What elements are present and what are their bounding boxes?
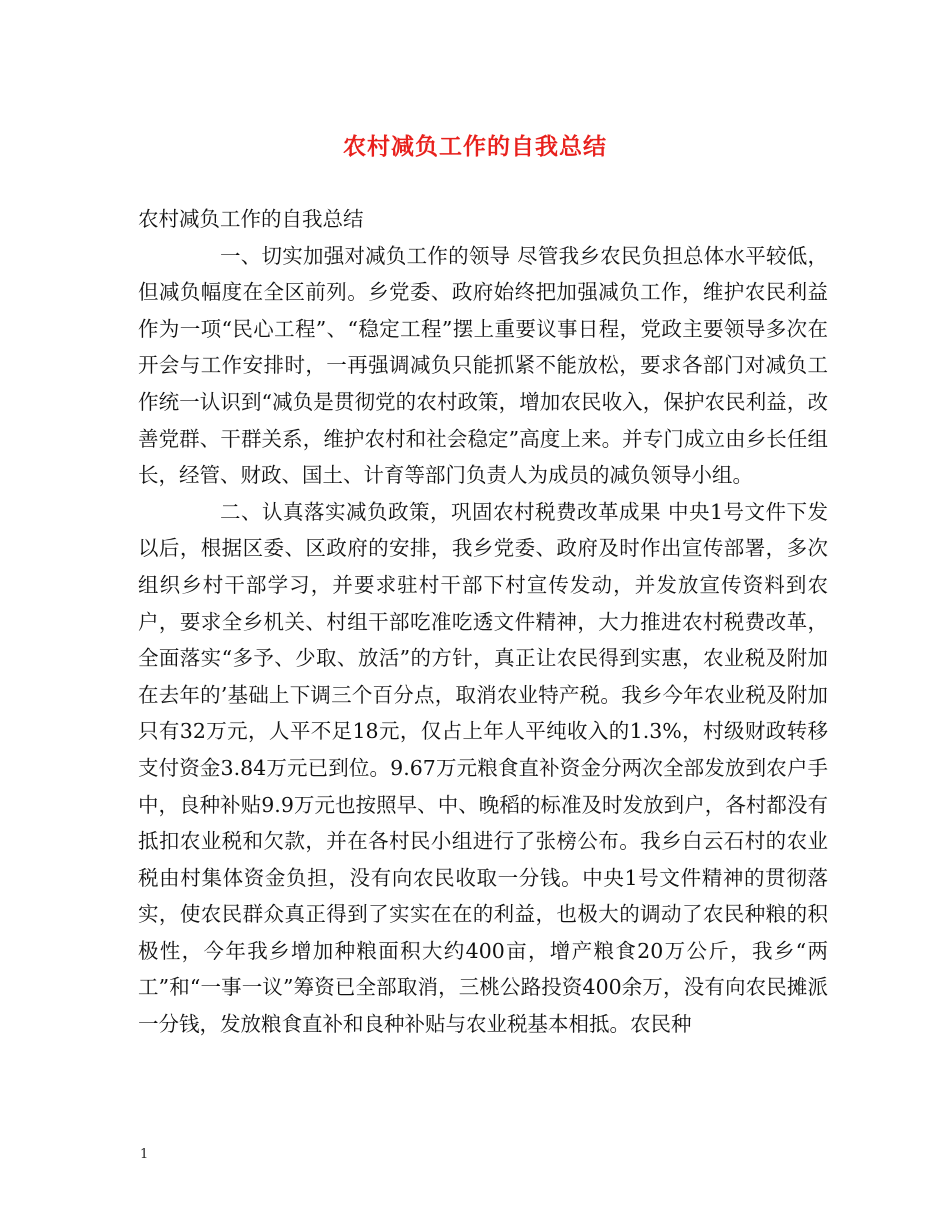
- document-title: 农村减负工作的自我总结: [343, 134, 607, 160]
- document-subtitle: 农村减负工作的自我总结: [138, 207, 364, 231]
- page-number: 1: [140, 1147, 149, 1162]
- paragraph-policy: 二、认真落实减负政策，巩固农村税费改革成果 中央1号文件下发以后，根据区委、区政府的安排，我乡党委、政府及时作出宣传部署，多次组织乡村干部学习，并要求驻村干部下村宣传发动，并发放宣传资料到农户，要求全乡机关、村组干部吃准吃透文件精神，大力推进农村税费改革，全面落实“多予、少取、放活”的方针，真正让农民得到实惠，农业税及附加在去年的’基础上下调三个百分点，取消农业特产税。我乡今年农业税及附加只有32万元，人平不足18元，仅占上年人平纯收入的1.3%，村级财政转移支付资金3.84万元已到位。9.67万元粮食直补资金分两次全部发放到农户手中，良种补贴9.9万元也按照早、中、晚稻的标准及时发放到户，各村都没有抵扣农业税和欠款，并在各村民小组进行了张榜公布。我乡白云石村的农业税由村集体资金负担，没有向农民收取一分钱。中央1号文件精神的贯彻落实，使农民群众真正得到了实实在在的利益，也极大的调动了农民种粮的积极性，今年我乡增加种粮面积大约400亩，增产粮食20万公斤，我乡“两工”和“一事一议”筹资已全部取消，三桃公路投资400余万，没有向农民摊派一分钱，发放粮食直补和良种补贴与农业税基本相抵。农民种: [138, 499, 828, 1037]
- paragraph-leadership: 一、切实加强对减负工作的领导 尽管我乡农民负担总体水平较低，但减负幅度在全区前列。乡党委、政府始终把加强减负工作，维护农民利益作为一项“民心工程”、“稳定工程”摆上重要议事日程，党政主要领导多次在开会与工作安排时，一再强调减负只能抓紧不能放松，要求各部门对减负工作统一认识到“减负是贯彻党的农村政策，增加农民收入，保护农民利益，改善党群、干群关系，维护农村和社会稳定”高度上来。并专门成立由乡长任组长，经管、财政、国土、计育等部门负责人为成员的减负领导小组。: [138, 243, 828, 488]
- document-body: [138, 201, 828, 1043]
